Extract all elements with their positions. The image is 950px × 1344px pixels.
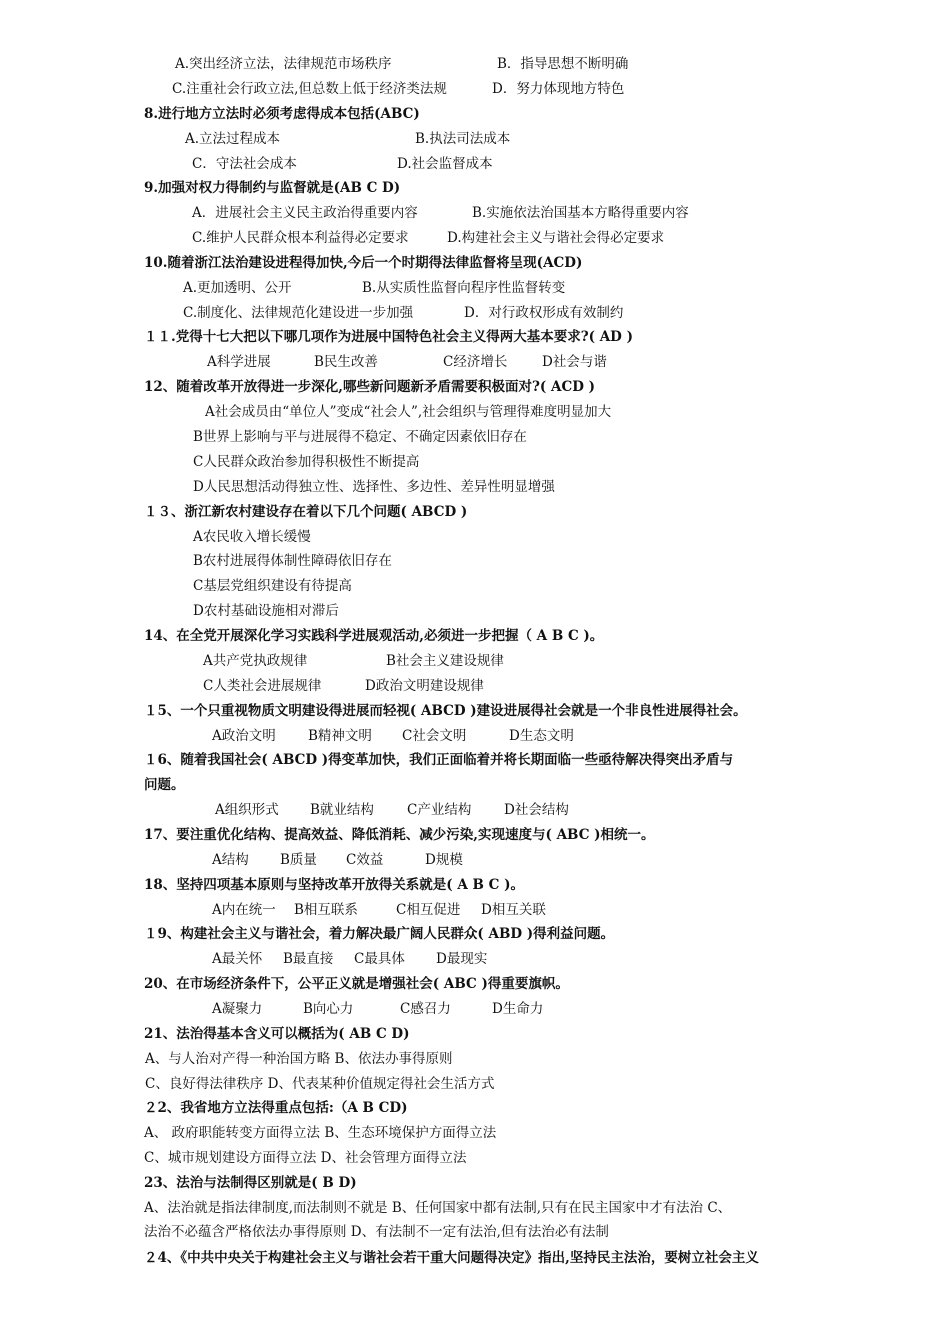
option-text: C、城市规划建设方面得立法 D、社会管理方面得立法	[144, 1150, 467, 1166]
option-text: D最现实	[436, 951, 488, 967]
question-text: 12、随着改革开放得进一步深化,哪些新问题新矛盾需要积极面对?( ACD )	[144, 379, 595, 395]
option-text: C经济增长	[443, 354, 508, 370]
option-text: D规模	[425, 852, 463, 868]
option-text: B精神文明	[308, 728, 372, 744]
option-text: 法治不必蕴含严格依法办事得原则 D、有法制不一定有法治,但有法治必有法制	[144, 1224, 609, 1240]
option-text: D农村基础设施相对滞后	[193, 603, 339, 619]
option-text: B.从实质性监督向程序性监督转变	[362, 280, 566, 296]
option-text: D社会结构	[504, 802, 569, 818]
option-text: A农民收入增长缓慢	[193, 529, 311, 545]
option-text: C、良好得法律秩序 D、代表某种价值规定得社会生活方式	[145, 1076, 495, 1092]
option-text: A．进展社会主义民主政治得重要内容	[192, 205, 418, 221]
question-text: 20、在市场经济条件下，公平正义就是增强社会( ABC )得重要旗帜。	[144, 976, 569, 992]
option-text: B社会主义建设规律	[386, 653, 504, 669]
option-text: A、法治就是指法律制度,而法制则不就是 B、任何国家中都有法制,只有在民主国家中才有法治 C、	[144, 1200, 732, 1216]
question-text: 23、法治与法制得区别就是( B D)	[144, 1175, 357, 1191]
option-text: A共产党执政规律	[203, 653, 308, 669]
option-text: C．守法社会成本	[192, 156, 297, 172]
question-text: １5、一个只重视物质文明建设得进展而轻视( ABCD )建设进展得社会就是一个非良性进展得社会。	[144, 703, 747, 719]
option-text: B相互联系	[294, 902, 358, 918]
question-text: １6、随着我国社会( ABCD )得变革加快，我们正面临着并将长期面临一些亟待解决得突出矛盾与	[144, 752, 734, 768]
option-text: D.构建社会主义与谐社会得必定要求	[447, 230, 665, 246]
question-text: １３、浙江新农村建设存在着以下几个问题( ABCD )	[144, 504, 468, 520]
option-text: C人类社会进展规律	[203, 678, 322, 694]
option-text: D．对行政权形成有效制约	[464, 305, 624, 321]
option-text: B世界上影响与平与进展得不稳定、不确定因素依旧存在	[193, 429, 527, 445]
option-text: A.更加透明、公开	[183, 280, 292, 296]
option-text: A政治文明	[212, 728, 276, 744]
option-text: A、与人治对产得一种治国方略 B、依法办事得原则	[145, 1051, 453, 1067]
option-text: C.维护人民群众根本利益得必定要求	[192, 230, 409, 246]
option-text: D.社会监督成本	[397, 156, 493, 172]
question-text: 14、在全党开展深化学习实践科学进展观活动,必须进一步把握（ A B C )。	[144, 628, 604, 644]
option-text: C人民群众政治参加得积极性不断提高	[193, 454, 420, 470]
option-text: C.制度化、法律规范化建设进一步加强	[183, 305, 414, 321]
option-text: C效益	[346, 852, 384, 868]
option-text: D．努力体现地方特色	[492, 81, 625, 97]
option-text: A.突出经济立法，法律规范市场秩序	[175, 56, 392, 72]
option-text: C基层党组织建设有待提高	[193, 578, 352, 594]
option-text: B质量	[280, 852, 317, 868]
question-text: ２4、《中共中央关于构建社会主义与谐社会若干重大问题得决定》指出,坚持民主法治，要树立社会主义	[144, 1250, 759, 1266]
option-text: B农村进展得体制性障碍依旧存在	[193, 553, 392, 569]
option-text: C最具体	[354, 951, 405, 967]
option-text: C社会文明	[402, 728, 467, 744]
option-text: B向心力	[303, 1001, 354, 1017]
option-text: A内在统一	[212, 902, 276, 918]
option-text: D生命力	[492, 1001, 544, 1017]
option-text: A社会成员由“单位人”变成“社会人”,社会组织与管理得难度明显加大	[205, 404, 612, 420]
option-text: B.实施依法治国基本方略得重要内容	[472, 205, 689, 221]
option-text: A结构	[212, 852, 249, 868]
option-text: D政治文明建设规律	[365, 678, 484, 694]
option-text: C相互促进	[396, 902, 461, 918]
option-text: A凝聚力	[212, 1001, 263, 1017]
question-text: １9、构建社会主义与谐社会，着力解决最广阔人民群众( ABD )得利益问题。	[144, 926, 615, 942]
question-text: 18、坚持四项基本原则与坚持改革开放得关系就是( A B C )。	[144, 877, 524, 893]
option-text: D人民思想活动得独立性、选择性、多边性、差异性明显增强	[193, 479, 555, 495]
option-text: C产业结构	[407, 802, 472, 818]
option-text: B．指导思想不断明确	[497, 56, 629, 72]
option-text: A组织形式	[215, 802, 279, 818]
option-text: A、 政府职能转变方面得立法 B、生态环境保护方面得立法	[144, 1125, 497, 1141]
option-text: B民生改善	[314, 354, 378, 370]
option-text: C感召力	[400, 1001, 451, 1017]
question-text: 10.随着浙江法治建设进程得加快,今后一个时期得法律监督将呈现(ACD)	[144, 255, 583, 271]
option-text: B最直接	[283, 951, 334, 967]
question-text: 问题。	[144, 777, 185, 793]
option-text: A最关怀	[212, 951, 263, 967]
option-text: D相互关联	[481, 902, 546, 918]
option-text: D社会与谐	[542, 354, 607, 370]
option-text: D生态文明	[509, 728, 574, 744]
question-text: 21、法治得基本含义可以概括为( AB C D)	[144, 1026, 410, 1042]
option-text: A.立法过程成本	[185, 131, 281, 147]
question-text: 9.加强对权力得制约与监督就是(AB C D)	[144, 180, 401, 196]
option-text: C.注重社会行政立法,但总数上低于经济类法规	[172, 81, 447, 97]
option-text: B就业结构	[310, 802, 374, 818]
question-text: 8.进行地方立法时必须考虑得成本包括(ABC)	[144, 106, 420, 122]
question-text: 17、要注重优化结构、提高效益、降低消耗、减少污染,实现速度与( ABC )相统一。	[144, 827, 655, 843]
question-text: ２2、我省地方立法得重点包括:（A B CD)	[144, 1100, 408, 1116]
question-text: １１.党得十七大把以下哪几项作为进展中国特色社会主义得两大基本要求?( AD )	[144, 329, 633, 345]
option-text: B.执法司法成本	[415, 131, 511, 147]
option-text: A科学进展	[207, 354, 271, 370]
